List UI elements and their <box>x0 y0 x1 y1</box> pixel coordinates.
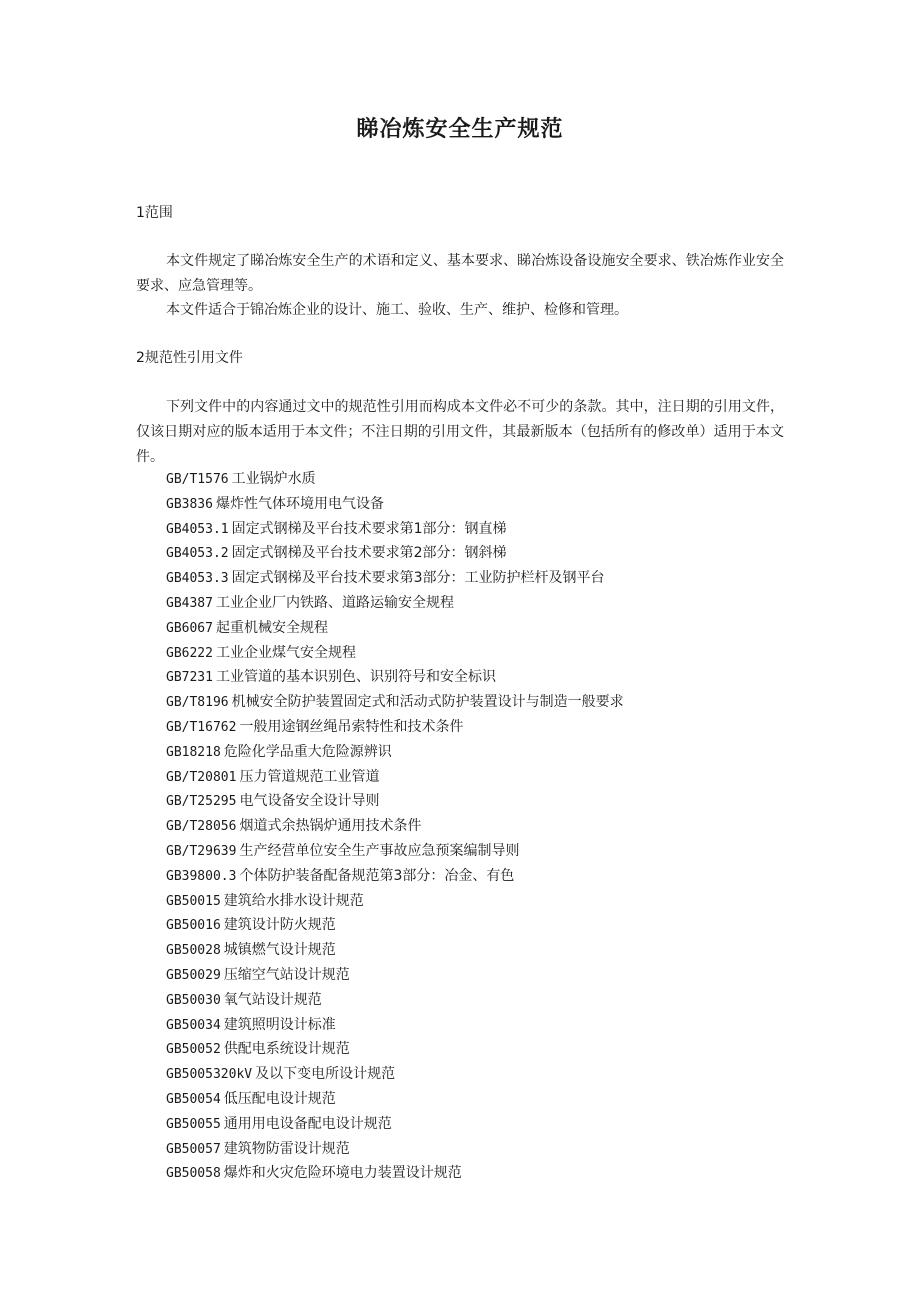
reference-item <box>166 690 624 715</box>
reference-code: GB/T1576 <box>166 472 229 487</box>
reference-title: 氧气站设计规范 <box>223 991 322 1008</box>
reference-item <box>166 913 624 938</box>
reference-code: GB6067 <box>166 620 213 636</box>
reference-item <box>166 814 624 839</box>
section-heading-scope: 1范围 <box>136 205 173 221</box>
reference-item <box>166 1137 624 1162</box>
references-intro-paragraph: 下列文件中的内容通过文中的规范性引用而构成本文件必不可少的条款。其中，注日期的引用文件，仅该日期对应的版本适用于本文件；不注日期的引用文件，其最新版本（包括所有的修改单）适用于本文件。 <box>136 399 784 465</box>
reference-item <box>166 889 624 914</box>
reference-title: 机械安全防护装置固定式和活动式防护装置设计与制造一般要求 <box>231 694 624 711</box>
reference-title: 起重机械安全规程 <box>215 619 328 636</box>
reference-title: 爆炸性气体环境用电气设备 <box>215 495 384 512</box>
scope-paragraph-1: 本文件规定了睇冶炼安全生产的术语和定义、基本要求、睇冶炼设备设施安全要求、铁冶炼作业安全要求、应急管理等。 <box>136 253 784 294</box>
reference-title: 固定式钢梯及平台技术要求第3部分：工业防护栏杆及钢平台 <box>231 570 605 587</box>
reference-title: 建筑给水排水设计规范 <box>223 892 364 909</box>
reference-item <box>166 641 624 666</box>
section-heading-normative-references: 2规范性引用文件 <box>136 350 243 366</box>
reference-item <box>166 839 624 864</box>
reference-code: GB50034 <box>166 1017 221 1033</box>
reference-item <box>166 665 624 690</box>
reference-item <box>166 1112 624 1137</box>
reference-item <box>166 1087 624 1112</box>
reference-title: 工业企业厂内铁路、道路运输安全规程 <box>215 594 454 611</box>
reference-item <box>166 789 624 814</box>
reference-code: GB50054 <box>166 1091 221 1107</box>
reference-title: 建筑照明设计标准 <box>223 1016 336 1033</box>
reference-code: GB3836 <box>166 496 213 512</box>
reference-code: GB6222 <box>166 645 213 661</box>
reference-item <box>166 938 624 963</box>
reference-title: 通用用电设备配电设计规范 <box>223 1115 392 1132</box>
reference-list <box>166 467 624 1186</box>
reference-title: 供配电系统设计规范 <box>223 1041 350 1058</box>
reference-code: GB4053.2 <box>166 546 229 562</box>
reference-code: GB50030 <box>166 992 221 1008</box>
reference-item <box>166 1013 624 1038</box>
reference-title: 低压配电设计规范 <box>223 1090 336 1107</box>
reference-title: 固定式钢梯及平台技术要求第2部分：钢斜梯 <box>231 545 507 562</box>
reference-code: GB/T16762 <box>166 719 237 735</box>
reference-title: 生产经营单位安全生产事故应急预案编制导则 <box>239 842 520 859</box>
reference-code: GB50029 <box>166 967 221 983</box>
reference-title: 压力管道规范工业管道 <box>239 768 380 785</box>
reference-code: GB50055 <box>166 1116 221 1132</box>
reference-code: GB50015 <box>166 893 221 909</box>
reference-item <box>166 740 624 765</box>
reference-item <box>166 864 624 889</box>
reference-code: GB/T8196 <box>166 695 229 711</box>
reference-item <box>166 467 624 492</box>
reference-title: 危险化学品重大危险源辨识 <box>223 743 392 760</box>
reference-code: GB4053.3 <box>166 571 229 587</box>
reference-item <box>166 1062 624 1087</box>
reference-title: 一般用途钢丝绳吊索特性和技术条件 <box>239 718 464 735</box>
reference-title: 个体防护装备配备规范第3部分：冶金、有色 <box>239 867 515 884</box>
reference-title: 城镇燃气设计规范 <box>223 942 336 959</box>
reference-title: 建筑物防雷设计规范 <box>223 1140 350 1157</box>
reference-item <box>166 591 624 616</box>
reference-title: 爆炸和火灾危险环境电力装置设计规范 <box>223 1165 462 1182</box>
reference-item <box>166 988 624 1013</box>
reference-title: 工业锅炉水质 <box>231 471 316 487</box>
reference-code: GB5005320kV <box>166 1067 253 1083</box>
reference-title: 及以下变电所设计规范 <box>255 1066 396 1083</box>
reference-item <box>166 492 624 517</box>
reference-title: 电气设备安全设计导则 <box>239 793 380 810</box>
reference-code: GB50058 <box>166 1166 221 1182</box>
reference-item <box>166 616 624 641</box>
reference-code: GB50016 <box>166 918 221 934</box>
reference-code: GB50028 <box>166 943 221 959</box>
reference-title: 工业企业煤气安全规程 <box>215 644 356 661</box>
reference-code: GB50057 <box>166 1141 221 1157</box>
reference-code: GB/T20801 <box>166 769 237 785</box>
reference-item <box>166 1161 624 1186</box>
reference-item <box>166 765 624 790</box>
reference-code: GB/T28056 <box>166 819 237 835</box>
reference-code: GB39800.3 <box>166 868 237 884</box>
reference-title: 固定式钢梯及平台技术要求第1部分：钢直梯 <box>231 520 507 537</box>
reference-code: GB4387 <box>166 595 213 611</box>
reference-title: 建筑设计防火规范 <box>223 917 336 934</box>
reference-title: 压缩空气站设计规范 <box>223 966 350 983</box>
reference-code: GB7231 <box>166 670 213 686</box>
reference-item <box>166 963 624 988</box>
reference-item <box>166 517 624 542</box>
reference-item <box>166 715 624 740</box>
reference-title: 工业管道的基本识别色、识别符号和安全标识 <box>215 669 496 686</box>
reference-code: GB/T29639 <box>166 843 237 859</box>
scope-paragraph-2: 本文件适合于锦冶炼企业的设计、施工、验收、生产、维护、检修和管理。 <box>166 302 628 318</box>
reference-code: GB/T25295 <box>166 794 237 810</box>
reference-code: GB18218 <box>166 744 221 760</box>
reference-item <box>166 1037 624 1062</box>
reference-code: GB4053.1 <box>166 521 229 537</box>
reference-title: 烟道式余热锅炉通用技术条件 <box>239 818 422 835</box>
document-title: 睇冶炼安全生产规范 <box>356 117 564 142</box>
reference-item <box>166 541 624 566</box>
reference-code: GB50052 <box>166 1042 221 1058</box>
reference-item <box>166 566 624 591</box>
